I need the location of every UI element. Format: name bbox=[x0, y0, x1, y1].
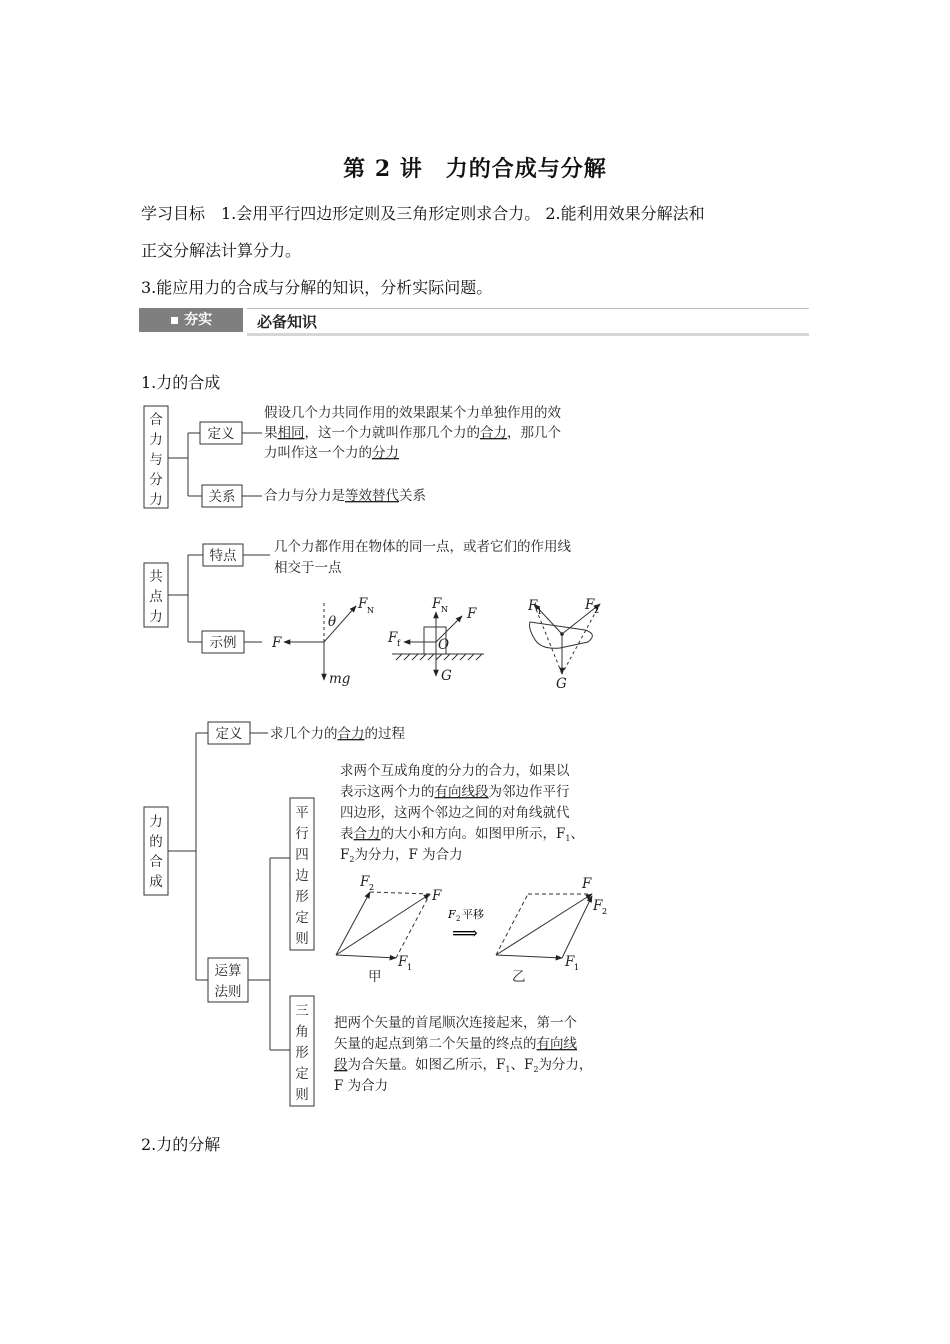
definition-label: 定义 bbox=[215, 726, 243, 742]
root-char: 共 bbox=[149, 569, 163, 585]
root-char: 与 bbox=[149, 452, 163, 468]
force-label-FN: F bbox=[358, 596, 368, 612]
root-char: 的 bbox=[149, 834, 163, 850]
force-label-F2-sub: 2 bbox=[594, 606, 600, 615]
caption-jia: 甲 bbox=[368, 969, 382, 985]
feature-text-line-2: 相交于一点 bbox=[274, 560, 342, 576]
diagram-resultant-and-components bbox=[0, 400, 950, 512]
section-heading-composition: 1.力的合成 bbox=[141, 373, 221, 392]
page-title: 第 2 讲 力的合成与分解 bbox=[343, 156, 607, 182]
point-O: O bbox=[438, 637, 450, 653]
label-F1-sub: 1 bbox=[407, 963, 413, 972]
definition-text-line-3: 力叫作这一个力的分力 bbox=[264, 445, 399, 461]
parallelogram-text-line-4: 表合力的大小和方向。如图甲所示，$F_1$、 bbox=[340, 826, 584, 843]
banner-body bbox=[247, 308, 809, 336]
force-label-G: G bbox=[441, 668, 452, 684]
definition-text-line-2: 果相同，这一个力就叫作那几个力的合力，那几个 bbox=[264, 425, 561, 441]
force-label-FN-sub: N bbox=[367, 606, 374, 615]
objectives-line-2: 正交分解法计算分力。 bbox=[141, 241, 302, 260]
parallelogram-text-line-2: 表示这两个力的有向线段为邻边作平行 bbox=[340, 784, 570, 800]
label-F2: F bbox=[593, 898, 603, 914]
force-label-F: F bbox=[467, 606, 477, 622]
force-label-mg: mg bbox=[329, 671, 351, 687]
force-label-F1-sub: 1 bbox=[537, 607, 543, 616]
section-heading-decomposition: 2.力的分解 bbox=[141, 1135, 221, 1154]
label-F2-sub: 2 bbox=[369, 883, 375, 892]
definition-text: 求几个力的合力的过程 bbox=[270, 726, 405, 742]
label-F2: F bbox=[360, 874, 370, 890]
objectives-line-3: 3.能应用力的合成与分解的知识，分析实际问题。 bbox=[141, 278, 493, 297]
definition-text-line-1: 假设几个力共同作用的效果跟某个力单独作用的效 bbox=[264, 405, 561, 421]
parallelogram-text-line-3: 四边形，这两个邻边之间的对角线就代 bbox=[340, 805, 570, 821]
rule-char: 行 bbox=[295, 826, 309, 842]
parallelogram-text-line-1: 求两个互成角度的分力的合力，如果以 bbox=[340, 763, 570, 779]
svg-text:平移: 平移 bbox=[462, 908, 484, 921]
root-char: 力 bbox=[149, 432, 163, 448]
relation-label: 关系 bbox=[208, 489, 236, 505]
label-F1-sub: 1 bbox=[574, 963, 580, 972]
rule-char: 定 bbox=[295, 1066, 309, 1082]
root-char: 分 bbox=[149, 472, 163, 488]
feature-label: 特点 bbox=[209, 548, 237, 564]
label-F: F bbox=[582, 876, 592, 892]
section-banner bbox=[139, 308, 809, 334]
force-label-FN: F bbox=[432, 596, 442, 612]
rule-char: 定 bbox=[295, 910, 309, 926]
label-F1: F bbox=[565, 954, 575, 970]
example-figure-3 bbox=[527, 597, 600, 692]
force-label-F: F bbox=[272, 635, 282, 651]
triangle-text-line-1: 把两个矢量的首尾顺次连接起来，第一个 bbox=[334, 1015, 577, 1031]
force-label-F2: F bbox=[585, 597, 595, 613]
caption-yi: 乙 bbox=[512, 969, 526, 985]
diagram-concurrent-forces bbox=[0, 530, 950, 695]
triangle-text-line-4: F 为合力 bbox=[334, 1078, 389, 1094]
rule-char: 形 bbox=[295, 1045, 309, 1061]
label-F2-sub: 2 bbox=[602, 907, 608, 916]
angle-theta: θ bbox=[328, 614, 337, 630]
banner-text: 必备知识 bbox=[257, 313, 318, 331]
example-label: 示例 bbox=[209, 635, 237, 651]
root-char: 力 bbox=[149, 492, 163, 508]
force-label-Ff: F bbox=[388, 630, 398, 646]
figure-triangle-B bbox=[496, 876, 607, 985]
svg-text:F: F bbox=[448, 908, 456, 921]
rule-char: 则 bbox=[295, 931, 309, 947]
diagram-force-composition bbox=[0, 712, 950, 1112]
root-char: 力 bbox=[149, 609, 163, 625]
rule-char: 四 bbox=[295, 847, 309, 863]
svg-text:⟹: ⟹ bbox=[452, 923, 478, 944]
rule-label-line: 法则 bbox=[214, 984, 242, 1000]
rule-char: 边 bbox=[295, 868, 309, 884]
banner-tag: ▪ 夯实 bbox=[139, 308, 243, 332]
force-label-F1: F bbox=[528, 598, 538, 614]
triangle-text-line-3: 段为合矢量。如图乙所示，$F_1$、$F_2$为分力， bbox=[334, 1057, 593, 1074]
definition-label: 定义 bbox=[207, 426, 235, 442]
rule-char: 角 bbox=[295, 1024, 309, 1040]
figure-parallelogram-A bbox=[336, 874, 442, 985]
root-char: 力 bbox=[149, 814, 163, 830]
label-F: F bbox=[432, 888, 442, 904]
force-label-G: G bbox=[556, 676, 567, 692]
force-label-FN-sub: N bbox=[441, 605, 448, 614]
feature-text-line-1: 几个力都作用在物体的同一点，或者它们的作用线 bbox=[274, 539, 571, 555]
rule-char: 则 bbox=[295, 1087, 309, 1103]
example-figure-1 bbox=[271, 596, 374, 687]
svg-text:2: 2 bbox=[456, 915, 461, 923]
rule-label-line: 运算 bbox=[214, 963, 242, 979]
root-char: 点 bbox=[149, 589, 163, 605]
root-char: 合 bbox=[149, 412, 163, 428]
parallelogram-text-line-5: $F_2$为分力，F 为合力 bbox=[340, 847, 463, 864]
label-F1: F bbox=[398, 954, 408, 970]
triangle-text-line-2: 矢量的起点到第二个矢量的终点的有向线 bbox=[334, 1036, 577, 1052]
translation-arrow bbox=[447, 907, 484, 944]
rule-char: 三 bbox=[295, 1003, 309, 1019]
force-label-Ff-sub: f bbox=[397, 639, 400, 648]
root-char: 合 bbox=[149, 854, 163, 870]
example-figure-2 bbox=[387, 596, 484, 684]
rule-char: 形 bbox=[295, 889, 309, 905]
root-char: 成 bbox=[149, 874, 163, 890]
relation-text: 合力与分力是等效替代关系 bbox=[264, 488, 426, 504]
rule-char: 平 bbox=[295, 805, 309, 821]
objectives-line-1: 学习目标 1.会用平行四边形定则及三角形定则求合力。 2.能利用效果分解法和 bbox=[141, 204, 705, 223]
